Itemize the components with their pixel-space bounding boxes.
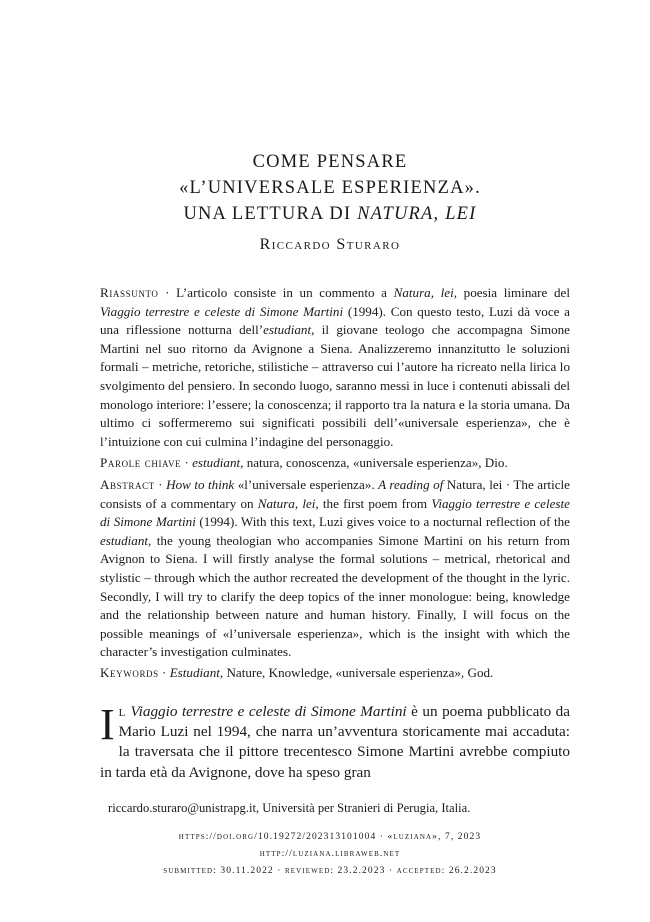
abstract-text: · xyxy=(154,477,167,492)
parole-chiave-text: · xyxy=(181,455,193,470)
title-line-3 xyxy=(80,201,580,227)
submission-dates: submitted: 30.11.2022 · reviewed: 23.2.2023 · accepted: 26.2.2023 xyxy=(163,866,497,876)
author-name: Riccardo Sturaro xyxy=(259,236,401,253)
title-line-3-prefix: UNA LETTURA DI xyxy=(183,204,358,224)
abstract-text: (1994). With this text, Luzi gives voice to a nocturnal reflection of the xyxy=(195,514,570,530)
riassunto-paragraph xyxy=(100,284,570,451)
parole-chiave-text: estudiant xyxy=(192,455,241,470)
parole-chiave-paragraph xyxy=(100,454,570,473)
body-smallcap: l xyxy=(118,703,126,720)
abstract-text: estudiant xyxy=(100,532,149,548)
drop-cap: I xyxy=(100,700,115,749)
doi-line: https://doi.org/10.19272/202313101004 · «luziana», 7, 2023 xyxy=(178,832,482,842)
body-paragraph xyxy=(100,702,570,783)
title-line-3-italic: NATURA, LEI xyxy=(357,204,477,224)
abstract-text: , the young theologian who accompanies Simone Martini on his return from Avignon to Siena. I will firstly analyse the formal solutions – metrical, rhetorical and stylistic – through which the author recreated the development of the thought in the lyric. Secondly, I will try to clarify the deep topics of the inner monologue: being, knowledge and the relationship between nature and human history. Finally, I will focus on the possible meanings of «l’universale esperienza», which is the insight with which the character’s investigation culminates. xyxy=(100,532,570,660)
title-line-2: «L’UNIVERSALE ESPERIENZA». xyxy=(179,178,481,198)
abstract-paragraph xyxy=(100,476,570,662)
abstract-text: A reading of xyxy=(378,477,444,492)
body-text: è un poema pubblicato da Mario Luzi nel 1994, che narra un’avventura storicamente mai accaduta: la traversata che il pittore trecentesco Simone Martini avrebbe compiuto in tarda età da Avignone, dove ha speso gran xyxy=(100,703,571,781)
journal-url: http://luziana.libraweb.net xyxy=(259,849,401,859)
riassunto-text: · L’articolo consiste in un commento a xyxy=(158,285,394,300)
keywords-text: · xyxy=(158,665,170,680)
title-line-1: COME PENSARE xyxy=(252,152,408,172)
riassunto-text: , il giovane teologo che accompagna Simone Martini nel suo ritorno da Avignone a Siena. Analizzeremo innanzitutto le soluzioni formali – metriche, retoriche, stilistiche – attraverso cui l’autore ha ricreato nella lirica lo svolgimento del pensiero. In secondo luogo, saranno messi in luce i contenuti abissali del monologo interiore: l’essere; la conoscenza; il rapporto tra la natura e la storia umana. Da ultimo ci soffermeremo sui significati possibili dell’«universale esperienza», che è l’intuizione con cui culmina l’indagine del personaggio. xyxy=(100,322,570,449)
riassunto-text: (1994). Con questo testo, Luzi dà voce a una riflessione notturna dell’ xyxy=(100,303,570,338)
riassunto-text: estudiant xyxy=(263,322,312,338)
abstract-text: How to think xyxy=(166,477,235,492)
keywords-text: Estudiant xyxy=(169,665,220,680)
body-text-italic: Viaggio terrestre e celeste di Simone Martini xyxy=(125,703,407,720)
parole-chiave-label: Parole chiave xyxy=(100,455,182,470)
keywords-label: Keywords xyxy=(100,665,159,680)
abstract-text: «l’universale esperienza». xyxy=(234,477,379,492)
abstract-text: , the first poem from xyxy=(315,495,432,511)
abstract-label: Abstract xyxy=(100,477,155,492)
abstract-text: Natura, lei xyxy=(257,495,316,511)
riassunto-text: Natura, lei xyxy=(393,285,454,300)
abstract-text: Viaggio terrestre e celeste di Simone Martini xyxy=(100,495,570,530)
parole-chiave-text: , natura, conoscenza, «universale esperienza», Dio. xyxy=(240,455,508,470)
riassunto-label: Riassunto xyxy=(100,285,159,300)
riassunto-text: Viaggio terrestre e celeste di Simone Martini xyxy=(100,303,344,319)
abstract-text: Natura, lei · The article consists of a commentary on xyxy=(100,477,570,511)
keywords-text: , Nature, Knowledge, «universale esperienza», God. xyxy=(219,665,494,680)
keywords-paragraph xyxy=(100,664,570,683)
riassunto-text: , poesia liminare del xyxy=(453,285,570,300)
author-affiliation-footnote: riccardo.sturaro@unistrapg.it, Università per Stranieri di Perugia, Italia. xyxy=(108,801,471,815)
